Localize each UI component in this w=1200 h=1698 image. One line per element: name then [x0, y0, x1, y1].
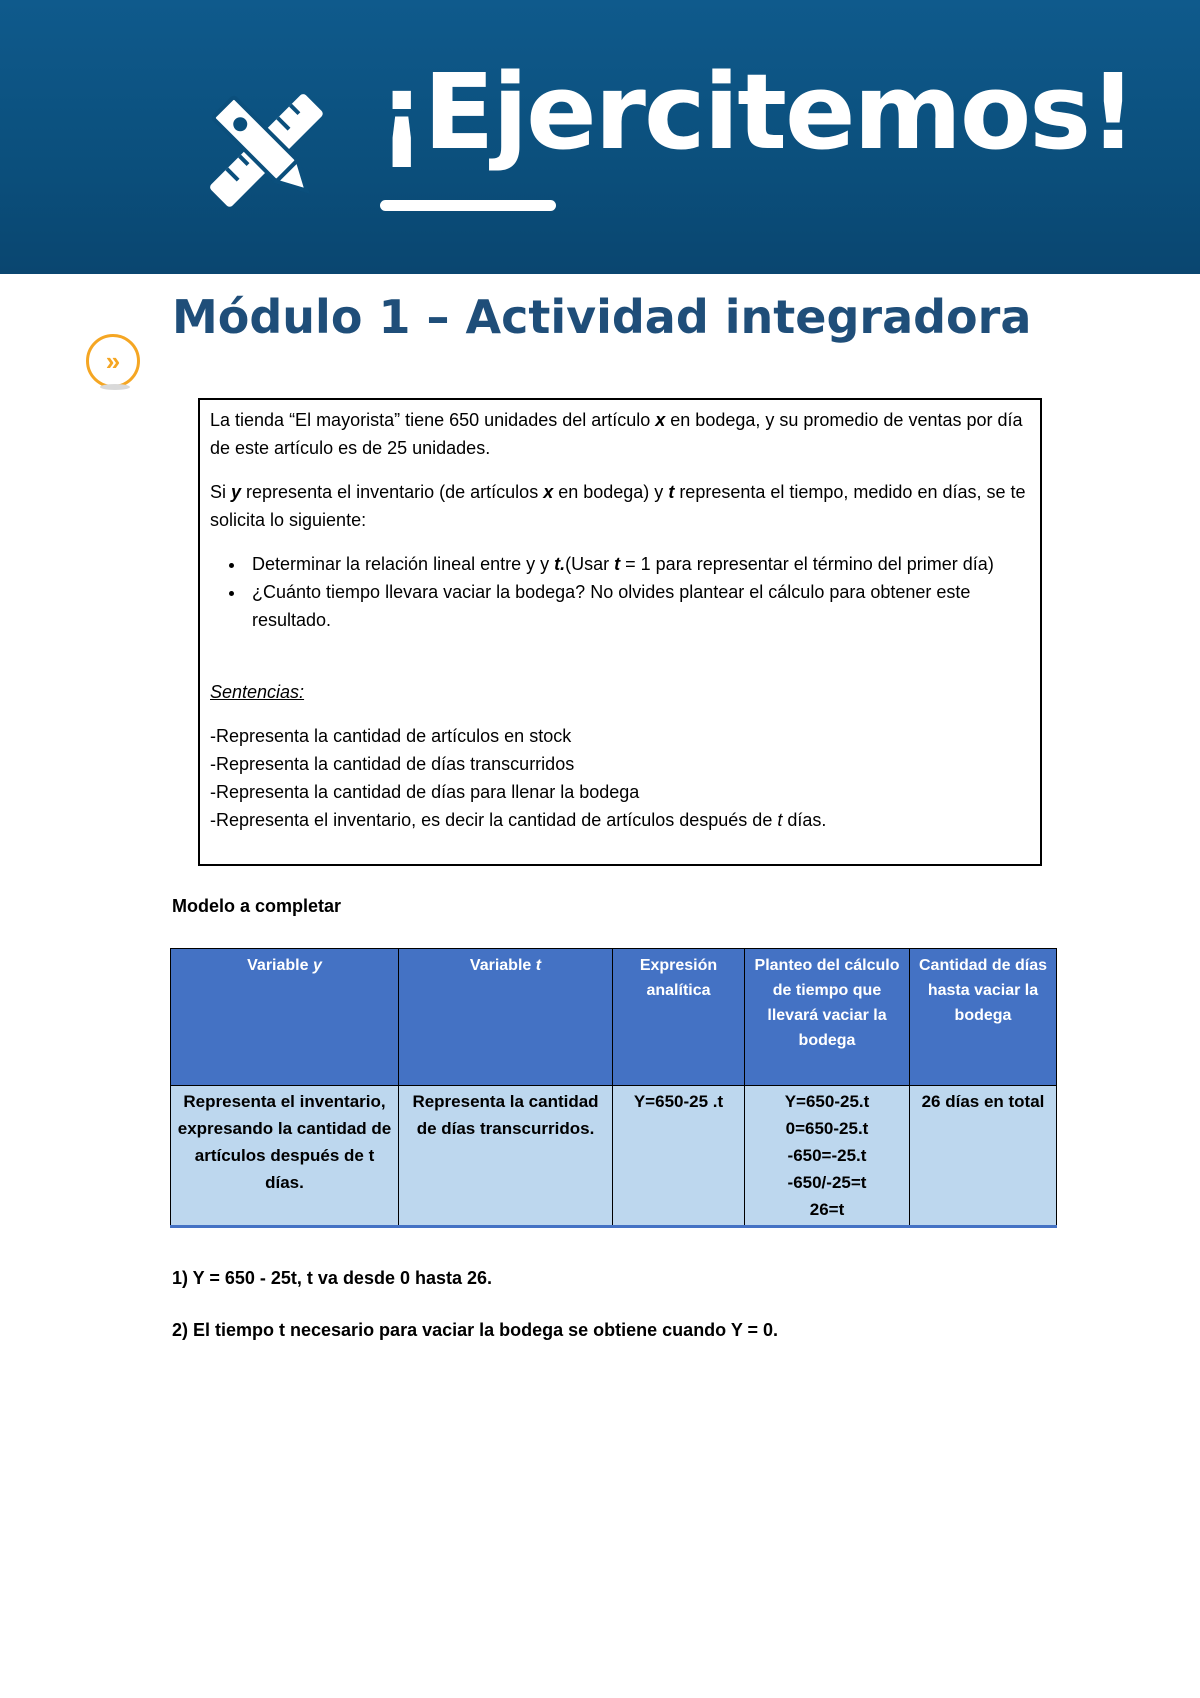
variable-t: t — [668, 482, 675, 502]
variable-t: t — [777, 810, 783, 830]
variable-y: y — [231, 482, 242, 502]
text: representa el tiempo, medido en días, se te solicita lo siguiente: — [210, 482, 1026, 530]
page-title: Módulo 1 – Actividad integradora — [172, 290, 1032, 344]
list-item — [246, 550, 1030, 578]
problem-statement — [198, 398, 1042, 866]
text: ¿Cuánto tiempo llevara vaciar la bodega? No olvides plantear el cálculo para obtener este resultado. — [252, 582, 971, 630]
variable-x: x — [543, 482, 554, 502]
model-table — [170, 948, 1057, 1228]
icon-shadow — [100, 384, 130, 390]
calc-line: 26=t — [809, 1200, 845, 1219]
sentence-item — [210, 806, 1030, 834]
text: en bodega) y — [553, 482, 669, 502]
statement-paragraph-2 — [210, 478, 1030, 534]
variable-t: t — [614, 554, 621, 574]
header-expression: Expresión analítica — [613, 949, 745, 1086]
banner-underline — [380, 200, 556, 211]
cell-expression: Y=650-25 .t — [613, 1086, 745, 1227]
header-days: Cantidad de días hasta vaciar la bodega — [910, 949, 1057, 1086]
double-chevron-right-icon[interactable]: » — [86, 334, 140, 388]
text: Variable — [247, 957, 313, 974]
sentences-heading: Sentencias: — [210, 682, 305, 702]
text: -Representa el inventario, es decir la cantidad de artículos después de — [210, 810, 778, 830]
text: en bodega, y su promedio de ventas por día de este artículo es de 25 unidades. — [210, 410, 1023, 458]
variable-t: t — [535, 957, 542, 974]
calc-line: -650/-25=t — [787, 1173, 867, 1192]
text: = 1 para representar el término del primer día) — [620, 554, 994, 574]
calc-line: 0=650-25.t — [785, 1119, 869, 1138]
cell-variable-y: Representa el inventario, expresando la cantidad de artículos después de t días. — [171, 1086, 399, 1227]
header-variable-y — [171, 949, 399, 1086]
cell-variable-t: Representa la cantidad de días transcurridos. — [399, 1086, 613, 1227]
answer-1: 1) Y = 650 - 25t, t va desde 0 hasta 26. — [172, 1268, 493, 1288]
sentence-item: -Representa la cantidad de días transcurridos — [210, 754, 575, 774]
text: La tienda “El mayorista” tiene 650 unidades del artículo — [210, 410, 656, 430]
table-header-row — [171, 949, 1057, 1086]
text: Variable — [469, 957, 536, 974]
text: (Usar — [565, 554, 615, 574]
cell-calculation — [745, 1086, 910, 1227]
text: representa el inventario (de artículos — [241, 482, 544, 502]
text: días. — [782, 810, 827, 830]
model-heading: Modelo a completar — [172, 896, 342, 916]
cell-days: 26 días en total — [910, 1086, 1057, 1227]
statement-paragraph-1 — [210, 406, 1030, 462]
answer-2: 2) El tiempo t necesario para vaciar la bodega se obtiene cuando Y = 0. — [172, 1320, 779, 1340]
table-row — [171, 1086, 1057, 1227]
header-banner — [0, 0, 1200, 274]
variable-y: y — [312, 957, 322, 974]
variable-t: t. — [554, 554, 566, 574]
sentence-item: -Representa la cantidad de días para llenar la bodega — [210, 782, 640, 802]
text: Determinar la relación lineal entre y y — [252, 554, 555, 574]
header-variable-t — [399, 949, 613, 1086]
banner-title: ¡Ejercitemos! — [378, 51, 1135, 173]
task-list — [210, 550, 1030, 634]
header-calculation: Planteo del cálculo de tiempo que llevará vaciar la bodega — [745, 949, 910, 1086]
pencil-ruler-icon — [200, 84, 330, 214]
list-item — [246, 578, 1030, 634]
calc-line: -650=-25.t — [787, 1146, 867, 1165]
calc-line: Y=650-25.t — [784, 1092, 870, 1111]
sentence-item: -Representa la cantidad de artículos en stock — [210, 726, 572, 746]
variable-x: x — [655, 410, 666, 430]
text: Si — [210, 482, 232, 502]
